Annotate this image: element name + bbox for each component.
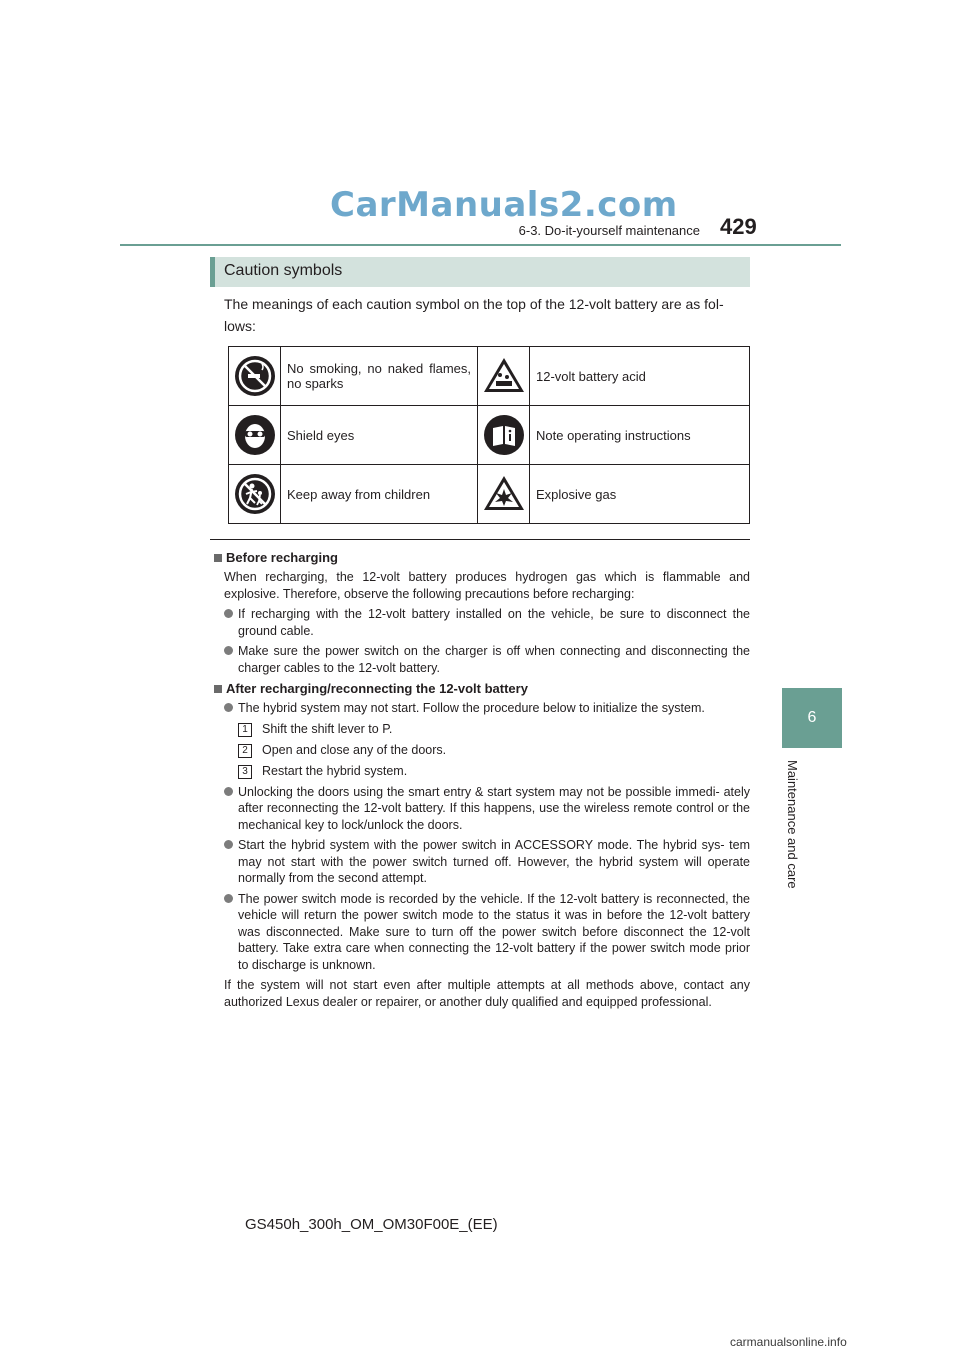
list-item-text: If recharging with the 12-volt battery installed on the vehicle, be sure to disconnect the ground cable. [238,607,750,638]
symbol-label: Explosive gas [530,465,750,524]
shield-eyes-icon [235,415,275,455]
section-breadcrumb: 6-3. Do-it-yourself maintenance [518,223,700,238]
symbol-label: 12-volt battery acid [530,347,750,406]
subsection-title [214,681,750,696]
list-item [224,837,750,887]
header-divider [120,244,841,246]
list-item-text: Make sure the power switch on the charger is off when connecting and disconnecting the charger cables to the 12-volt battery. [238,644,750,675]
list-item-text: Unlocking the doors using the smart entry & start system may not be possible immedi- ately after reconnecting the 12-volt battery. If this happens, use the wireless remote control or the mechanical key to lock/unlock the doors. [238,784,750,832]
table-row [229,465,750,524]
square-bullet-icon [214,685,222,693]
procedure-step [238,763,750,779]
step-number: 2 [238,744,252,758]
symbol-label: Note operating instructions [530,406,750,465]
table-row [229,406,750,465]
watermark-logo: CarManuals2.com [330,185,678,225]
step-number: 1 [238,723,252,737]
list-item [224,784,750,834]
symbol-cell [478,347,530,406]
intro-text: The meanings of each caution symbol on the top of the 12-volt battery are as fol- lows: [224,296,724,334]
list-item [224,606,750,639]
list-item-text: Start the hybrid system with the power switch in ACCESSORY mode. The hybrid sys- tem may not start with the power switch turned off. However, the hybrid system will operate normally from the second attempt. [238,838,750,885]
heading-accent [210,257,215,287]
symbol-cell [229,465,281,524]
round-bullet-icon [224,703,233,712]
round-bullet-icon [224,646,233,655]
model-code: GS450h_300h_OM_OM30F00E_(EE) [245,1216,498,1233]
footer-watermark: carmanualsonline.info [730,1335,847,1349]
step-text: Open and close any of the doors. [262,742,447,757]
explosive-gas-icon [482,473,526,513]
subsection-title-text: Before recharging [226,550,338,565]
page-number: 429 [720,214,757,239]
chapter-title-vertical [782,760,806,900]
step-text: Restart the hybrid system. [262,763,408,778]
symbol-cell [478,465,530,524]
square-bullet-icon [214,554,222,562]
operating-instructions-icon [484,415,524,455]
symbol-cell [229,347,281,406]
no-smoking-icon [235,356,275,396]
list-item-text: The power switch mode is recorded by the vehicle. If the 12-volt battery is reconnected, the vehicle will return the power switch mode to the status it was in before the 12-volt battery was disconnected. Make sure to turn off the power switch before disconnect the 12-volt battery. Take extra care when connecting the 12-volt battery if the power switch mode prior to discharge is unknown. [238,891,750,972]
symbol-cell [229,406,281,465]
before-recharging-section [214,550,750,1010]
procedure-step [238,721,750,737]
subsection-title-text: After recharging/reconnecting the 12-volt battery [226,681,528,696]
step-number: 3 [238,765,252,779]
symbol-label: No smoking, no naked flames, no sparks [281,347,478,406]
step-text: Shift the shift lever to P. [262,721,393,736]
table-row [229,347,750,406]
subsection-title [214,550,750,565]
procedure-step [238,742,750,758]
body-paragraph: If the system will not start even after multiple attempts at all methods above, contact any authorized Lexus dealer or repairer, or another duly qualified and equipped professional. [224,978,750,1009]
list-item [224,891,750,974]
symbol-cell [478,406,530,465]
caution-symbols-table [228,346,750,524]
heading-text: Caution symbols [224,262,343,279]
chapter-title-text: Maintenance and care [785,760,800,889]
list-item-text: The hybrid system may not start. Follow the procedure below to initialize the system. [238,701,705,715]
symbol-label: Keep away from children [281,465,478,524]
list-item [224,700,750,717]
caution-symbols-heading [210,257,750,287]
round-bullet-icon [224,894,233,903]
section-divider [210,539,750,540]
round-bullet-icon [224,609,233,618]
chapter-tab[interactable]: 6 [782,688,842,748]
list-item [224,643,750,676]
battery-acid-icon [482,355,526,395]
body-paragraph: When recharging, the 12-volt battery produces hydrogen gas which is flammable and explosive. Therefore, observe the following precautions before recharging: [224,570,750,601]
round-bullet-icon [224,840,233,849]
symbol-label: Shield eyes [281,406,478,465]
keep-away-children-icon [235,474,275,514]
round-bullet-icon [224,787,233,796]
